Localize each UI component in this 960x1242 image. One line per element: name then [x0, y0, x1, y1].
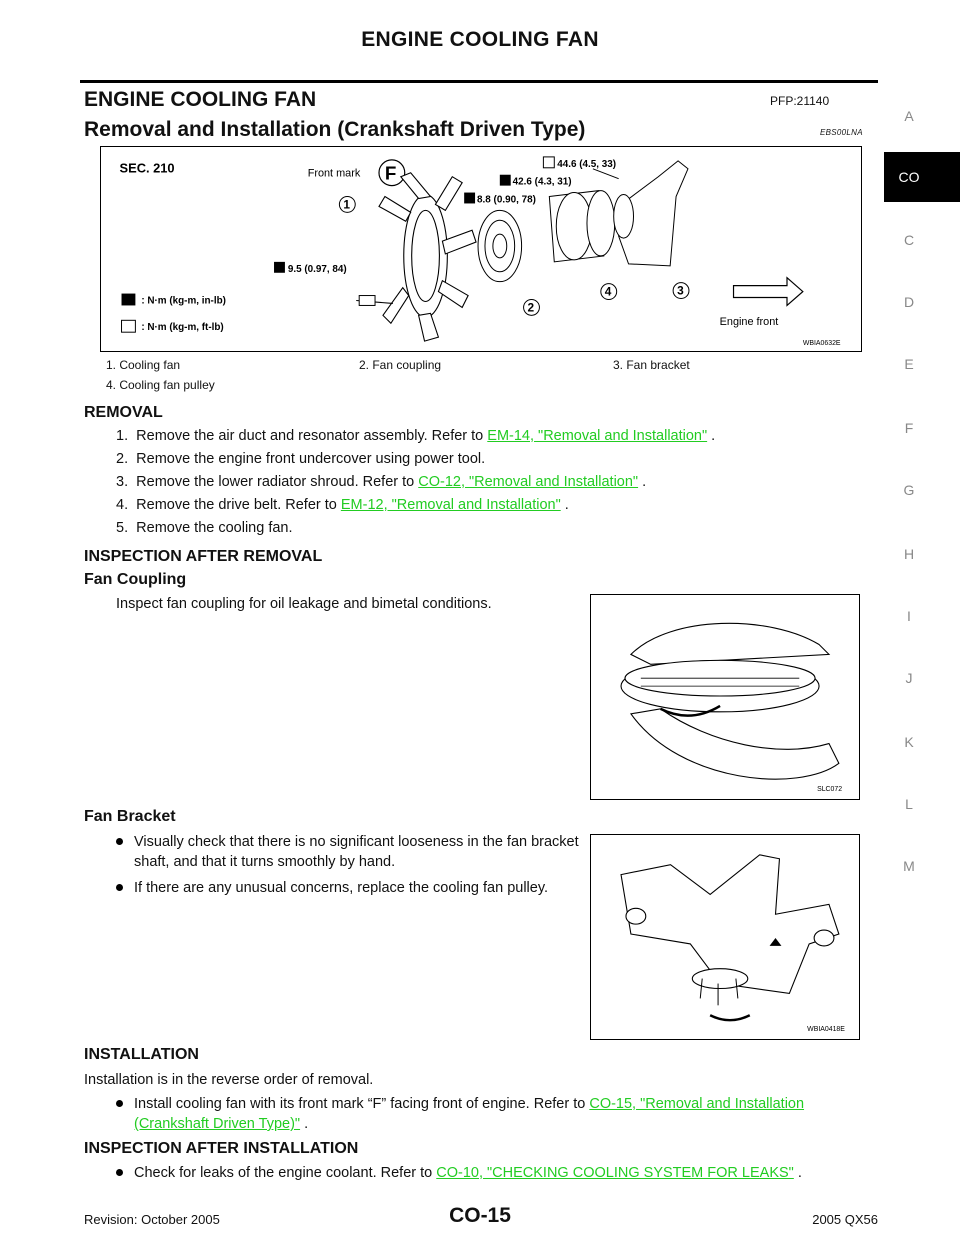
fan-pulley-drawing	[549, 191, 614, 262]
torque-label-1: 44.6 (4.5, 33)	[557, 158, 617, 170]
link-co-15[interactable]: CO-15, "Removal and Installation (Crankshaft Driven Type)"	[134, 1096, 805, 1132]
engine-front-label: Engine front	[719, 316, 779, 329]
pfp-code: PFP:21140	[770, 94, 830, 108]
exploded-diagram	[100, 146, 862, 352]
side-index-d[interactable]: D	[903, 294, 915, 310]
callout-4: 4	[604, 284, 612, 299]
fan-bracket-figure	[590, 834, 860, 1040]
fan-bracket-figure-code: WBIA0418E	[807, 1026, 845, 1034]
side-index-h[interactable]: H	[903, 546, 915, 562]
side-index-g[interactable]: G	[903, 482, 915, 498]
torque-icon-3	[464, 193, 475, 204]
cooling-fan-drawing	[379, 173, 476, 341]
legend-item-4: 4. Cooling fan pulley	[106, 378, 215, 392]
bullet-icon	[116, 884, 123, 891]
legend-item-1: 1. Cooling fan	[106, 358, 181, 372]
installation-bullet: Install cooling fan with its front mark “F” facing front of engine. Refer to CO-15, "Removal and Installation (Crankshaft Driven Type)" .	[116, 1094, 882, 1134]
fan-coupling-heading: Fan Coupling	[84, 571, 187, 588]
side-index-m[interactable]: M	[903, 858, 915, 874]
bullet-icon	[116, 1100, 123, 1107]
callout-3: 3	[677, 283, 684, 298]
removal-heading: REMOVAL	[84, 404, 163, 421]
footer-model: 2005 QX56	[812, 1212, 878, 1227]
bullet-icon	[116, 838, 123, 845]
front-mark-label: Front mark	[307, 167, 361, 180]
side-index-a[interactable]: A	[904, 108, 914, 124]
fan-coupling-text: Inspect fan coupling for oil leakage and bimetal conditions.	[116, 596, 492, 612]
link-co-10[interactable]: CO-10, "CHECKING COOLING SYSTEM FOR LEAKS"	[436, 1165, 794, 1181]
side-index-c[interactable]: C	[903, 232, 915, 248]
torque-icon-2	[500, 175, 511, 186]
side-index-k[interactable]: K	[904, 734, 914, 750]
fan-bracket-drawing	[614, 161, 688, 266]
fan-coupling-figure-code: SLC072	[817, 786, 843, 794]
torque-label-4: 9.5 (0.97, 84)	[287, 263, 347, 275]
legend-item-2: 2. Fan coupling	[359, 358, 442, 372]
diagram-sec-label: SEC. 210	[119, 160, 175, 176]
link-co-12[interactable]: CO-12, "Removal and Installation"	[418, 474, 639, 490]
fan-coupling-figure-svg	[591, 595, 859, 799]
inspection-after-removal-heading: INSPECTION AFTER REMOVAL	[84, 548, 323, 565]
side-index-l[interactable]: L	[905, 796, 913, 812]
removal-step-2: 2. Remove the engine front undercover using power tool.	[116, 451, 486, 467]
footer-page-number: CO-15	[449, 1204, 511, 1227]
inspection-after-installation-bullet: Check for leaks of the engine coolant. Refer to CO-10, "CHECKING COOLING SYSTEM FOR LEAKS" .	[116, 1163, 882, 1183]
legend-in-lb: : N·m (kg-m, in-lb)	[141, 295, 226, 307]
removal-step-3: 3. Remove the lower radiator shroud. Refer to CO-12, "Removal and Installation" .	[116, 474, 647, 490]
legend-ft-lb-icon	[122, 320, 136, 332]
removal-step-5: 5. Remove the cooling fan.	[116, 520, 293, 536]
side-index	[884, 0, 960, 1242]
running-head: ENGINE COOLING FAN	[361, 28, 599, 51]
link-em-12[interactable]: EM-12, "Removal and Installation"	[340, 497, 561, 513]
torque-icon-1	[543, 157, 554, 168]
callout-1: 1	[343, 197, 350, 212]
exploded-diagram-svg	[101, 147, 861, 351]
side-index-i[interactable]: I	[907, 608, 911, 624]
rotation-arrow-icon	[710, 1015, 750, 1020]
installation-intro: Installation is in the reverse order of removal.	[84, 1072, 374, 1088]
legend-ft-lb: : N·m (kg-m, ft-lb)	[141, 322, 224, 334]
torque-label-2: 42.6 (4.3, 31)	[512, 176, 572, 188]
section-code: EBS00LNA	[820, 128, 863, 137]
pulley-hub-drawing	[692, 969, 747, 989]
callout-2: 2	[527, 300, 535, 315]
section-title: Removal and Installation (Crankshaft Driven Type)	[84, 118, 586, 141]
fan-coupling-figure	[590, 594, 860, 800]
fan-coupling-drawing	[478, 210, 522, 281]
front-mark-letter: F	[384, 162, 397, 184]
side-index-co-active[interactable]: CO	[884, 152, 960, 202]
legend-in-lb-icon	[122, 294, 136, 306]
side-index-e[interactable]: E	[904, 356, 914, 372]
bolt-drawing	[359, 296, 375, 306]
footer-revision: Revision: October 2005	[84, 1212, 220, 1227]
fan-bracket-bullet-2: If there are any unusual concerns, replace the cooling fan pulley.	[116, 878, 580, 898]
legend-item-3: 3. Fan bracket	[613, 358, 690, 372]
diagram-code: WBIA0632E	[802, 340, 841, 348]
lower-hand-drawing	[631, 709, 839, 779]
page-title: ENGINE COOLING FAN	[84, 88, 317, 111]
side-index-j[interactable]: J	[905, 670, 913, 686]
fan-bracket-figure-svg	[591, 835, 859, 1039]
removal-step-4: 4. Remove the drive belt. Refer to EM-12, "Removal and Installation" .	[116, 497, 569, 513]
side-index-f[interactable]: F	[904, 420, 914, 436]
link-em-14[interactable]: EM-14, "Removal and Installation"	[487, 428, 708, 444]
upper-hand-drawing	[631, 623, 829, 664]
torque-label-3: 8.8 (0.90, 78)	[477, 194, 536, 206]
engine-front-arrow-icon	[734, 278, 803, 306]
inspection-after-installation-heading: INSPECTION AFTER INSTALLATION	[84, 1140, 359, 1157]
torque-icon-4	[274, 262, 285, 273]
fan-bracket-heading: Fan Bracket	[84, 808, 176, 825]
removal-step-1: 1. Remove the air duct and resonator assembly. Refer to EM-14, "Removal and Installation" .	[116, 428, 716, 444]
bullet-icon	[116, 1169, 123, 1176]
installation-heading: INSTALLATION	[84, 1046, 199, 1063]
header-rule	[80, 80, 878, 83]
fan-bracket-bullet-1: Visually check that there is no significant looseness in the fan bracket shaft, and that it turns smoothly by hand.	[116, 832, 580, 872]
